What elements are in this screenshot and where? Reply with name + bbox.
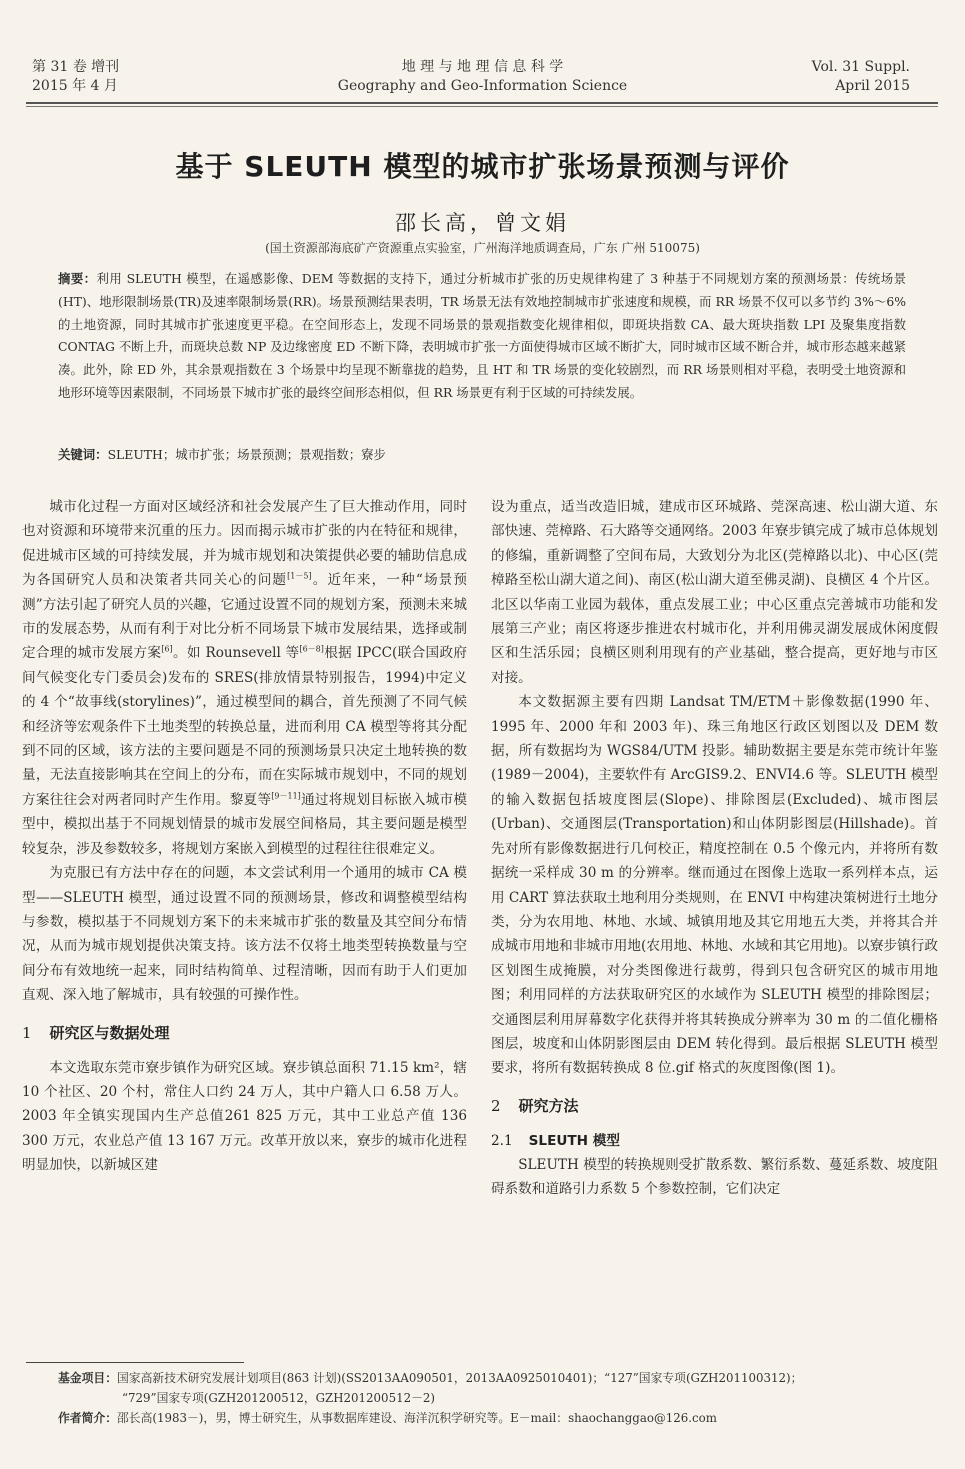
footnote-author [58,1409,938,1428]
header-rule [26,102,938,104]
citation: [6－8] [299,644,324,654]
funding-label: 基金项目： [58,1371,117,1385]
header-date-line: 2015 年 4 月 [32,78,118,94]
paper-authors: 邵长高，曾文娟 [395,211,570,235]
section-heading-2: 2 研究方法 [491,1096,579,1115]
paper-title: 基于 SLEUTH 模型的城市扩张场景预测与评价 [175,150,790,183]
body-column-left [22,495,467,1178]
author-bio-label: 作者简介： [58,1411,117,1425]
abstract-label: 摘要： [58,271,97,286]
body-column-right [491,495,938,1202]
paragraph-intro: 城市化过程一方面对区域经济和社会发展产生了巨大推动作用，同时也对资源和环境带来沉重的压力。因而揭示城市扩张的内在特征和规律，促进城市区域的可持续发展，并为城市规划和决策提供必要的辅助信息成为各国研究人员和决策者共同关心的问题[1－5]。近年来，一种“场景预测”方法引起了研究人员的兴趣，它通过设置不同的规划方案，预测未来城市的发展态势，从而有利于对比分析不同场景下城市发展结果，选择或制定合理的城市发展方案[6]。如 Rounsevell 等[6－8]根据 IPCC(联合国政府间气候变化专门委员会)发布的 SRES(排放情景特别报告，1994)中定义的 4 个“故事线(storylines)”，通过模型间的耦合，首先预测了不同气候和经济等宏观条件下土地类型的转换总量，进而利用 CA 模型等将其分配到不同的区域，该方法的主要问题是不同的预测场景只决定土地转换的数量，无法直接影响其在空间上的分布，而在实际城市规划中，不同的规划方案往往会对两者同时产生作用。黎夏等[9－11]通过将规划目标嵌入城市模型中，模拟出基于不同规划情景的城市发展空间格局，其主要问题是模型较复杂，涉及参数较多，将规划方案嵌入到模型的过程往往很难定义。 [22,499,468,857]
header-vol-en-line: Vol. 31 Suppl. [811,59,910,75]
keywords-text: SLEUTH；城市扩张；场景预测；景观指数；寮步 [107,447,386,462]
header-volume-en [812,58,910,96]
footnote-funding [58,1369,938,1408]
paragraph-planning: 设为重点，适当改造旧城，建成市区环城路、莞深高速、松山湖大道、东部快速、莞樟路、石大路等交通网络。2003 年寮步镇完成了城市总体规划的修编，重新调整了空间布局，大致划分为北区(莞樟路以北)、中心区(莞樟路至松山湖大道之间)、南区(松山湖大道至佛灵湖)、良横区 4 个片区。北区以华南工业园为载体，重点发展工业；中心区重点完善城市功能和发展第三产业；南区将逐步推进农村城市化，并利用佛灵湖发展成休闲度假区和生活乐园；良横区则利用现有的产业基础，整合提高，更好地与市区对接。 [491,499,938,686]
section-heading-1: 1 研究区与数据处理 [22,1023,170,1042]
funding-text: 国家高新技术研究发展计划项目(863 计划)(SS2013AA090501，2013AA0925010401)；“127”国家专项(GZH201100312)； [117,1371,803,1385]
author-bio-text: 邵长高(1983－)，男，博士研究生，从事数据库建设、海洋沉积学研究等。E－mail：shaochanggao@126.com [117,1411,717,1425]
paragraph-data: 本文数据源主要有四期 Landsat TM/ETM＋影像数据(1990 年、1995 年、2000 年和 2003 年)、珠三角地区行政区划图以及 DEM 数据，所有数据均为 WGS84/UTM 投影。辅助数据主要是东莞市统计年鉴(1989－2004)，主要软件有 ArcGIS9.2、ENVI4.6 等。SLEUTH 模型的输入数据包括坡度图层(Slope)、排除图层(Excluded)、城市图层(Urban)、交通图层(Transportation)和山体阴影图层(Hillshade)。首先对所有影像数据进行几何校正，精度控制在 0.5 个像元内，并将所有数据统一采样成 30 m 的分辨率。继而通过在图像上选取一系列样本点，运用 CART 算法获取土地利用分类规则，在 ENVI 中构建决策树进行土地分类，分为农用地、林地、水域、城镇用地及其它用地五大类，并将其合并成城市用地和非城市用地(农用地、林地、水域和其它用地)。以寮步镇行政区划图生成掩膜，对分类图像进行裁剪，得到只包含研究区的城市用地图；利用同样的方法获取研究区的水域作为 SLEUTH 模型的排除图层；交通图层利用屏幕数字化获得并将其转换成分辨率为 30 m 的二值化栅格图层，坡度和山体阴影图层由 DEM 转化得到。最后根据 SLEUTH 模型要求，将所有数据转换成 8 位.gif 格式的灰度图像(图 1)。 [491,694,939,1077]
running-header [0,58,965,108]
abstract [58,268,906,405]
citation: [9－11] [271,791,301,801]
keywords-label: 关键词： [58,447,108,462]
citation: [1－5] [287,571,312,581]
header-date-en-line: April 2015 [835,78,910,94]
citation: [6] [161,644,173,654]
footnote-rule [26,1362,244,1363]
subsection-heading-2-1: 2.1 SLEUTH 模型 [491,1132,620,1149]
journal-name-en: Geography and Geo-Information Science [337,78,628,94]
paragraph-method-summary: 为克服已有方法中存在的问题，本文尝试利用一个通用的城市 CA 模型——SLEUTH 模型，通过设置不同的预测场景，修改和调整模型结构与参数，模拟基于不同规划方案下的未来城市扩张的数量及其空间分布情况，从而为城市规划提供决策支持。该方法不仅将土地类型转换数量与空间分布有效地统一起来，同时结构简单、过程清晰，因而有助于人们更加直观、深入地了解城市，具有较强的可操作性。 [22,865,467,1004]
funding-text-cont: “729”国家专项(GZH201200512，GZH201200512－2) [122,1390,435,1405]
paragraph-sleuth: SLEUTH 模型的转换规则受扩散系数、繁衍系数、蔓延系数、坡度阻碍系数和道路引力系数 5 个参数控制，它们决定 [491,1156,938,1198]
keywords [58,445,906,465]
header-volume-line: 第 31 卷 增刊 [32,59,120,75]
paper-affiliation: (国土资源部海底矿产资源重点实验室，广州海洋地质调查局，广东 广州 510075) [265,241,700,255]
header-rule-thin [26,106,938,107]
abstract-text: 利用 SLEUTH 模型，在遥感影像、DEM 等数据的支持下，通过分析城市扩张的历史规律构建了 3 种基于不同规划方案的预测场景：传统场景(HT)、地形限制场景(TR)及速率限制场景(RR)。场景预测结果表明，TR 场景无法有效地控制城市扩张速度和规模，而 RR 场景不仅可以多节约 3%～6% 的土地资源，同时其城市扩张速度更平稳。在空间形态上，发现不同场景的景观指数变化规律相似，即斑块指数 CA、最大斑块指数 LPI 及聚集度指数 CONTAG 不断上升，而斑块总数 NP 及边缘密度 ED 不断下降，表明城市扩张一方面使得城市区域不断扩大，同时城市区域不断合并，城市形态越来越紧凑。此外，除 ED 外，其余景观指数在 3 个场景中均呈现不断靠拢的趋势，且 HT 和 TR 场景的变化较剧烈，而 RR 场景则相对平稳，表明受土地资源和地形环境等因素限制，不同场景下城市扩张的最终空间形态相似，但 RR 场景更有利于区域的可持续发展。 [58,271,906,400]
paragraph-study-area: 本文选取东莞市寮步镇作为研究区域。寮步镇总面积 71.15 km²，辖 10 个社区、20 个村，常住人口约 24 万人，其中户籍人口 6.58 万人。2003 年全镇实现国内生产总值261 825 万元，其中工业总产值 136 300 万元，农业总产值 13 167 万元。改革开放以来，寮步的城市化进程明显加快，以新城区建 [22,1059,467,1174]
journal-name-cn: 地 理 与 地 理 信 息 科 学 [401,59,564,75]
